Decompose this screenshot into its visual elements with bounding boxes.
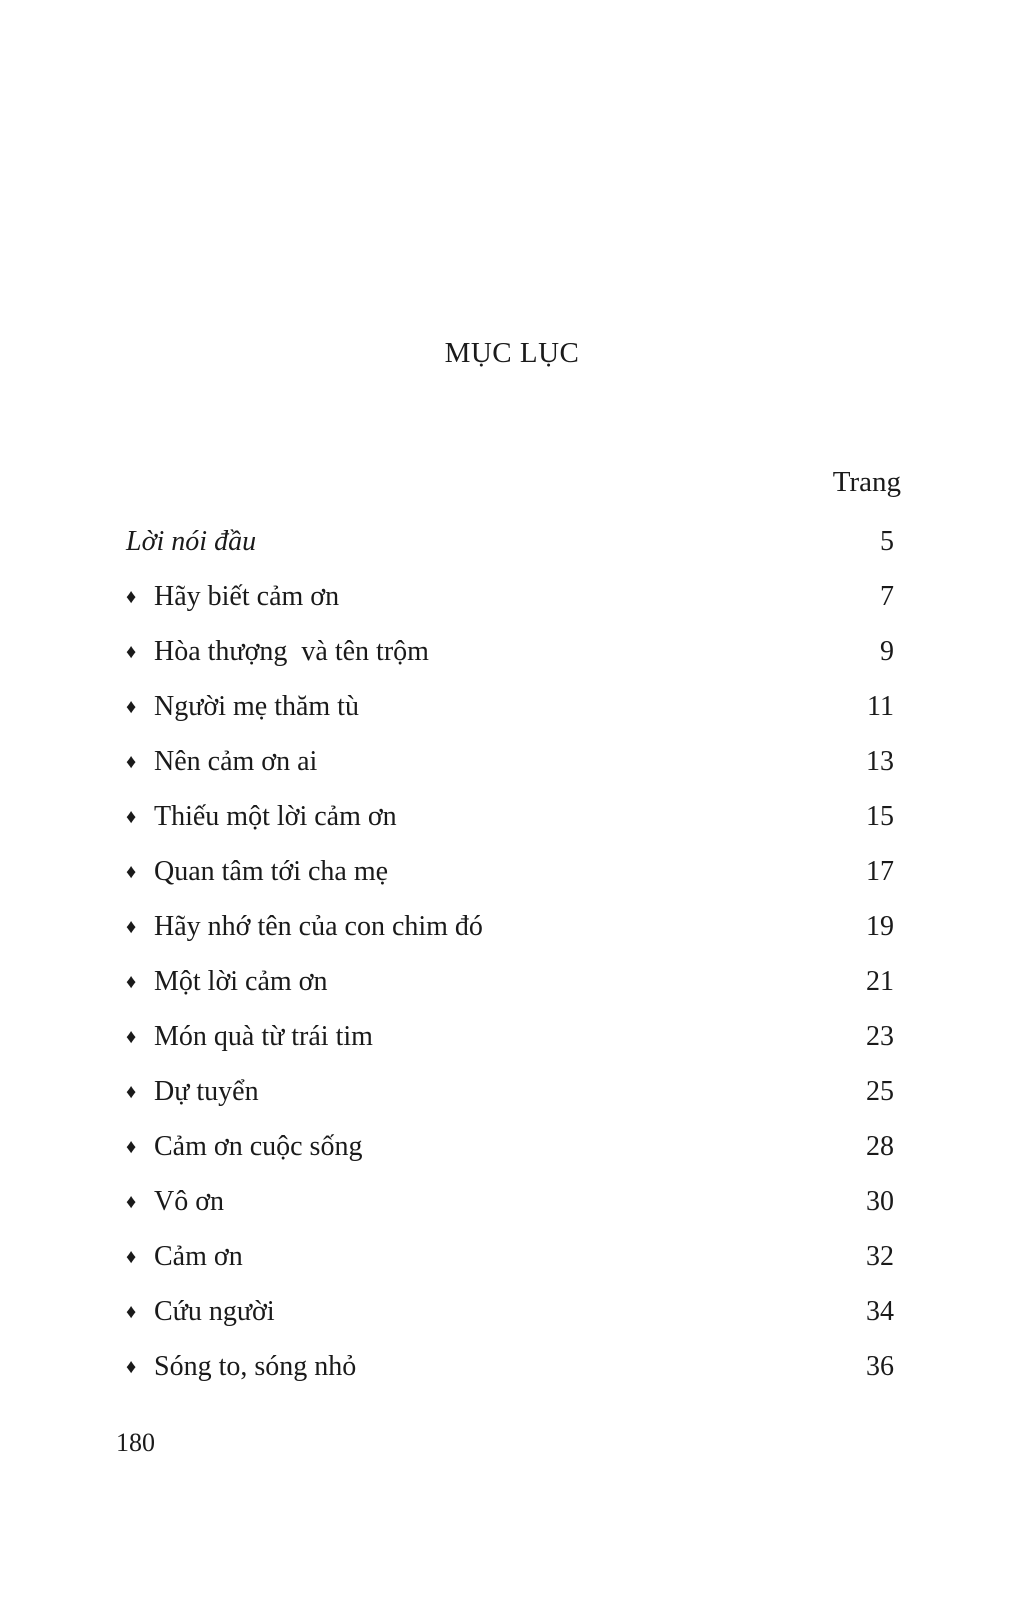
toc-entry-title: Người mẹ thăm tù xyxy=(154,691,359,722)
toc-entry[interactable] xyxy=(126,581,894,636)
toc-entry-page: 34 xyxy=(866,1296,894,1327)
toc-entry-title: Thiếu một lời cảm ơn xyxy=(154,801,397,832)
toc-entry[interactable] xyxy=(126,801,894,856)
toc-entry-title: Cảm ơn xyxy=(154,1241,243,1272)
toc-entry-page: 30 xyxy=(866,1186,894,1217)
diamond-bullet-icon: ♦ xyxy=(126,1081,137,1103)
toc-entry-page: 32 xyxy=(866,1241,894,1272)
toc-entry-title: Hòa thượng và tên trộm xyxy=(154,636,429,667)
diamond-bullet-icon: ♦ xyxy=(126,971,137,993)
diamond-bullet-icon: ♦ xyxy=(126,751,137,773)
diamond-bullet-icon: ♦ xyxy=(126,916,137,938)
diamond-bullet-icon: ♦ xyxy=(126,1246,137,1268)
toc-entry[interactable] xyxy=(126,856,894,911)
toc-entry-page: 25 xyxy=(866,1076,894,1107)
page-column-header: Trang xyxy=(832,466,901,498)
toc-entry-page: 21 xyxy=(866,966,894,997)
toc-entry-title: Dự tuyển xyxy=(154,1076,259,1107)
diamond-bullet-icon: ♦ xyxy=(126,1191,137,1213)
toc-entry-title: Một lời cảm ơn xyxy=(154,966,328,997)
diamond-bullet-icon: ♦ xyxy=(126,696,137,718)
toc-entry-page: 15 xyxy=(866,801,894,832)
toc-entry[interactable] xyxy=(126,1351,894,1406)
diamond-bullet-icon: ♦ xyxy=(126,586,137,608)
toc-entry-page: 7 xyxy=(880,581,894,612)
toc-entry-title: Nên cảm ơn ai xyxy=(154,746,318,777)
toc-entry-title: Hãy nhớ tên của con chim đó xyxy=(154,911,483,942)
diamond-bullet-icon: ♦ xyxy=(126,861,137,883)
toc-entry-page: 5 xyxy=(880,526,894,557)
toc-entry[interactable] xyxy=(126,966,894,1021)
toc-entry-title: Quan tâm tới cha mẹ xyxy=(154,856,389,887)
toc-entry[interactable] xyxy=(126,1296,894,1351)
toc-entry-title: Sóng to, sóng nhỏ xyxy=(154,1351,357,1382)
toc-entry-page: 28 xyxy=(866,1131,894,1162)
diamond-bullet-icon: ♦ xyxy=(126,641,137,663)
toc-entry[interactable] xyxy=(126,911,894,966)
toc-entry[interactable] xyxy=(126,1186,894,1241)
toc-entry[interactable] xyxy=(126,746,894,801)
diamond-bullet-icon: ♦ xyxy=(126,1026,137,1048)
toc-entry-page: 17 xyxy=(866,856,894,887)
toc-entry[interactable] xyxy=(126,1021,894,1076)
toc-entry-title: Hãy biết cảm ơn xyxy=(154,581,340,612)
toc-entry-title: Vô ơn xyxy=(154,1186,225,1217)
toc-entry-page: 19 xyxy=(866,911,894,942)
toc-entry[interactable] xyxy=(126,636,894,691)
toc-entry-page: 23 xyxy=(866,1021,894,1052)
page-title: MỤC LỤC xyxy=(444,337,580,370)
toc-entry-page: 11 xyxy=(867,691,894,722)
diamond-bullet-icon: ♦ xyxy=(126,1301,137,1323)
toc-entry[interactable] xyxy=(126,691,894,746)
toc-entry[interactable] xyxy=(126,1131,894,1186)
toc-entry[interactable] xyxy=(126,1076,894,1131)
toc-entry-title: Lời nói đầu xyxy=(126,526,257,557)
table-of-contents xyxy=(126,526,894,1406)
toc-entry-title: Món quà từ trái tim xyxy=(154,1021,373,1052)
toc-entry-preface[interactable] xyxy=(126,526,894,581)
toc-entry-page: 36 xyxy=(866,1351,894,1382)
diamond-bullet-icon: ♦ xyxy=(126,806,137,828)
toc-entry-page: 13 xyxy=(866,746,894,777)
page-number: 180 xyxy=(116,1428,155,1457)
toc-entry[interactable] xyxy=(126,1241,894,1296)
toc-entry-title: Cảm ơn cuộc sống xyxy=(154,1131,363,1162)
toc-entry-page: 9 xyxy=(880,636,894,667)
toc-entry-title: Cứu người xyxy=(154,1296,275,1327)
diamond-bullet-icon: ♦ xyxy=(126,1356,137,1378)
diamond-bullet-icon: ♦ xyxy=(126,1136,137,1158)
